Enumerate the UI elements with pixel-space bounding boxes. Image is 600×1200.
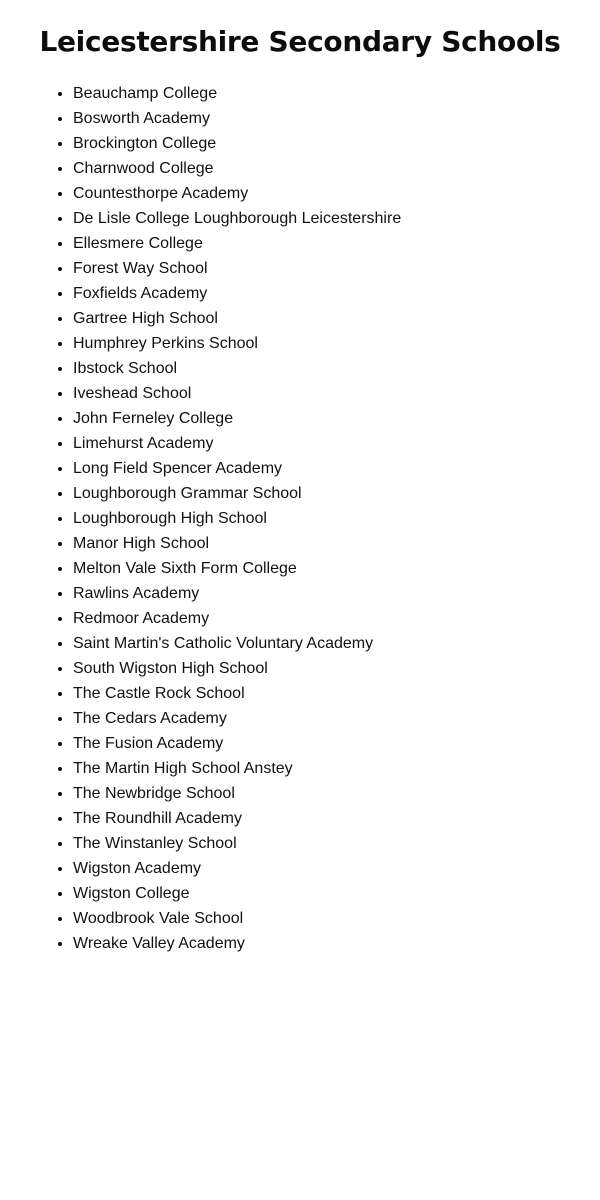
list-item <box>73 781 600 806</box>
school-name: Foxfields Academy <box>73 285 208 302</box>
bullet-icon <box>58 192 62 196</box>
list-item <box>73 356 600 381</box>
school-name: Beauchamp College <box>73 85 218 102</box>
bullet-icon <box>58 117 62 121</box>
school-name: The Newbridge School <box>73 785 235 802</box>
list-item <box>73 106 600 131</box>
list-item <box>73 556 600 581</box>
bullet-icon <box>58 92 62 96</box>
bullet-icon <box>58 292 62 296</box>
bullet-icon <box>58 142 62 146</box>
list-item <box>73 331 600 356</box>
school-name: Wigston College <box>73 885 190 902</box>
school-name: Redmoor Academy <box>73 610 210 627</box>
school-name: Forest Way School <box>73 260 208 277</box>
list-item <box>73 881 600 906</box>
bullet-icon <box>58 792 62 796</box>
bullet-icon <box>58 867 62 871</box>
list-item <box>73 731 600 756</box>
bullet-icon <box>58 592 62 596</box>
school-name: Long Field Spencer Academy <box>73 460 283 477</box>
list-item <box>73 856 600 881</box>
bullet-icon <box>58 692 62 696</box>
list-item <box>73 381 600 406</box>
list-item <box>73 181 600 206</box>
school-name: Humphrey Perkins School <box>73 335 258 352</box>
bullet-icon <box>58 392 62 396</box>
bullet-icon <box>58 842 62 846</box>
bullet-icon <box>58 567 62 571</box>
list-item <box>73 906 600 931</box>
bullet-icon <box>58 442 62 446</box>
list-item <box>73 931 600 956</box>
bullet-icon <box>58 667 62 671</box>
school-name: South Wigston High School <box>73 660 268 677</box>
list-item <box>73 406 600 431</box>
bullet-icon <box>58 217 62 221</box>
list-item <box>73 256 600 281</box>
school-name: Saint Martin's Catholic Voluntary Academy <box>73 635 374 652</box>
school-name: Loughborough High School <box>73 510 267 527</box>
school-name: Gartree High School <box>73 310 218 327</box>
bullet-icon <box>58 317 62 321</box>
list-item <box>73 806 600 831</box>
school-name: Ellesmere College <box>73 235 203 252</box>
school-list <box>0 81 600 956</box>
bullet-icon <box>58 542 62 546</box>
school-name: The Roundhill Academy <box>73 810 242 827</box>
list-item <box>73 531 600 556</box>
school-name: De Lisle College Loughborough Leicestershire <box>73 210 402 227</box>
list-item <box>73 431 600 456</box>
bullet-icon <box>58 167 62 171</box>
school-name: Charnwood College <box>73 160 214 177</box>
bullet-icon <box>58 367 62 371</box>
bullet-icon <box>58 492 62 496</box>
bullet-icon <box>58 617 62 621</box>
school-name: Rawlins Academy <box>73 585 200 602</box>
school-name: Wreake Valley Academy <box>73 935 245 952</box>
bullet-icon <box>58 642 62 646</box>
school-name: The Martin High School Anstey <box>73 760 293 777</box>
bullet-icon <box>58 742 62 746</box>
school-name: Limehurst Academy <box>73 435 214 452</box>
school-name: The Castle Rock School <box>73 685 245 702</box>
school-name: The Winstanley School <box>73 835 237 852</box>
bullet-icon <box>58 517 62 521</box>
school-name: Iveshead School <box>73 385 192 402</box>
bullet-icon <box>58 767 62 771</box>
list-item <box>73 606 600 631</box>
bullet-icon <box>58 942 62 946</box>
school-name: Bosworth Academy <box>73 110 210 127</box>
bullet-icon <box>58 417 62 421</box>
bullet-icon <box>58 467 62 471</box>
school-name: Woodbrook Vale School <box>73 910 244 927</box>
school-name: Wigston Academy <box>73 860 202 877</box>
list-item <box>73 81 600 106</box>
school-name: John Ferneley College <box>73 410 234 427</box>
list-item <box>73 306 600 331</box>
bullet-icon <box>58 267 62 271</box>
school-name: Loughborough Grammar School <box>73 485 302 502</box>
bullet-icon <box>58 917 62 921</box>
school-name: The Fusion Academy <box>73 735 224 752</box>
list-item <box>73 156 600 181</box>
school-name: The Cedars Academy <box>73 710 227 727</box>
list-item <box>73 131 600 156</box>
bullet-icon <box>58 342 62 346</box>
bullet-icon <box>58 892 62 896</box>
list-item <box>73 656 600 681</box>
list-item <box>73 481 600 506</box>
list-item <box>73 206 600 231</box>
list-item <box>73 756 600 781</box>
school-name: Melton Vale Sixth Form College <box>73 560 297 577</box>
school-name: Countesthorpe Academy <box>73 185 249 202</box>
list-item <box>73 231 600 256</box>
school-name: Brockington College <box>73 135 217 152</box>
bullet-icon <box>58 717 62 721</box>
list-item <box>73 631 600 656</box>
list-item <box>73 581 600 606</box>
list-item <box>73 456 600 481</box>
school-name: Ibstock School <box>73 360 178 377</box>
school-name: Manor High School <box>73 535 210 552</box>
list-item <box>73 506 600 531</box>
list-item <box>73 706 600 731</box>
bullet-icon <box>58 242 62 246</box>
list-item <box>73 831 600 856</box>
bullet-icon <box>58 817 62 821</box>
page-title: Leicestershire Secondary Schools <box>39 25 561 58</box>
list-item <box>73 681 600 706</box>
list-item <box>73 281 600 306</box>
